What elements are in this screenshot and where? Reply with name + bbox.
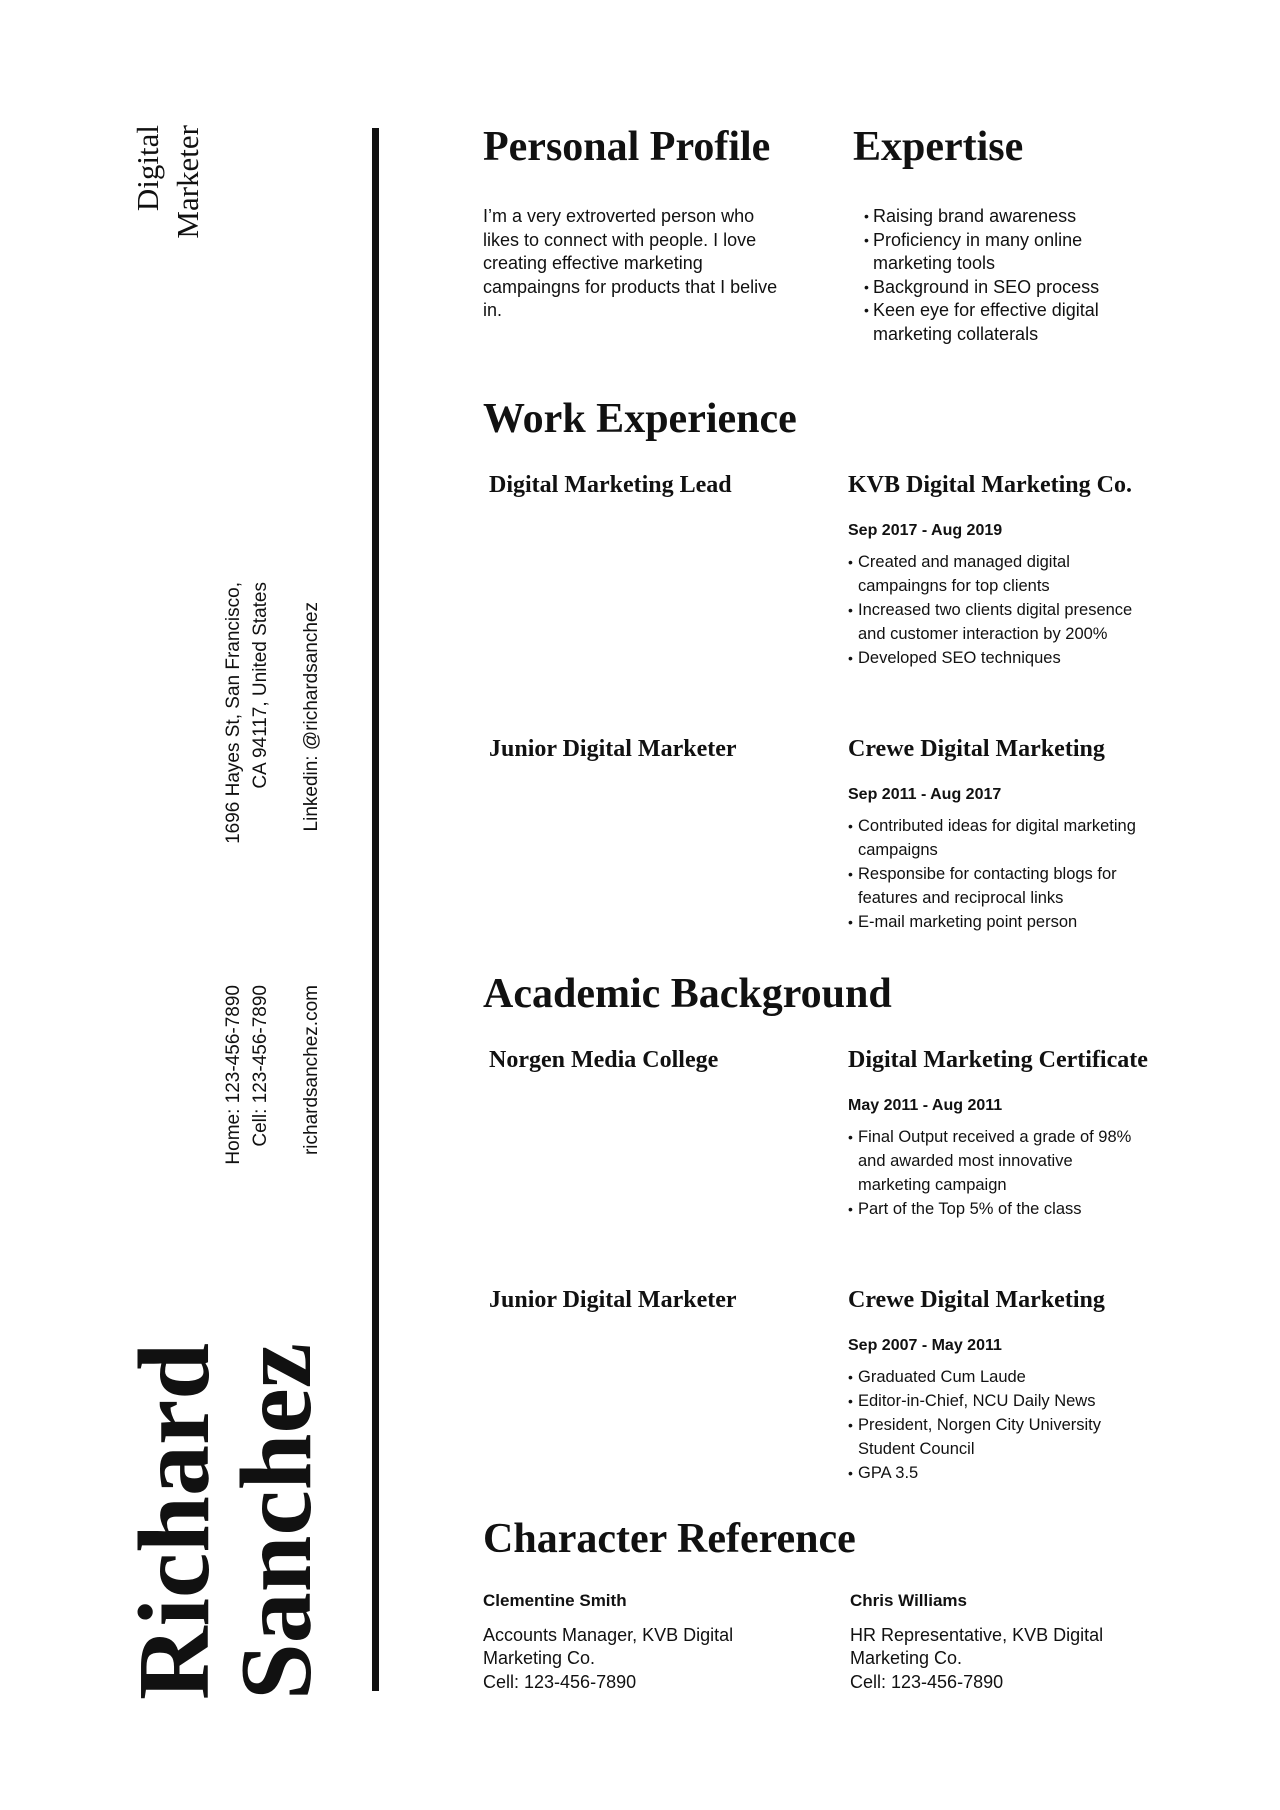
list-item: • Graduated Cum Laude bbox=[848, 1365, 1138, 1389]
job-dates: Sep 2011 - Aug 2017 bbox=[848, 786, 1002, 803]
profile-heading: Personal Profile bbox=[483, 124, 771, 170]
phone-block bbox=[220, 985, 274, 1205]
expertise-heading: Expertise bbox=[853, 124, 1024, 170]
linkedin-handle: Linkedin: @richardsanchez bbox=[301, 602, 322, 832]
address-line-2: CA 94117, United States bbox=[250, 582, 271, 789]
list-item: • Contributed ideas for digital marketing campaigns bbox=[848, 814, 1138, 862]
list-item: • Final Output received a grade of 98% and awarded most innovative marketing campaign bbox=[848, 1125, 1138, 1197]
reference-position: Accounts Manager, KVB Digital bbox=[483, 1625, 734, 1645]
list-item: • Responsibe for contacting blogs for features and reciprocal links bbox=[848, 862, 1138, 910]
address-line-1: 1696 Hayes St, San Francisco, bbox=[223, 582, 244, 844]
list-item: • Part of the Top 5% of the class bbox=[848, 1197, 1138, 1221]
address-block bbox=[220, 582, 274, 862]
credential: Crewe Digital Marketing bbox=[848, 1287, 1105, 1313]
list-item: • Proficiency in many online marketing tools bbox=[864, 229, 1154, 276]
school-name: Norgen Media College bbox=[489, 1047, 719, 1073]
list-item: • President, Norgen City University Student Council bbox=[848, 1413, 1138, 1461]
job-role: Junior Digital Marketer bbox=[489, 736, 737, 762]
job-title-line-2: Marketer bbox=[170, 125, 205, 239]
work-heading: Work Experience bbox=[483, 396, 797, 442]
job-title-line-1: Digital bbox=[130, 125, 165, 212]
credential: Digital Marketing Certificate bbox=[848, 1047, 1148, 1073]
first-name: Richard bbox=[118, 1343, 231, 1700]
list-item: • Background in SEO process bbox=[864, 276, 1154, 300]
list-item: • GPA 3.5 bbox=[848, 1461, 1138, 1485]
job-company: KVB Digital Marketing Co. bbox=[848, 472, 1132, 498]
academic-heading: Academic Background bbox=[483, 971, 892, 1017]
academic-bullets bbox=[848, 1365, 1138, 1485]
list-item: • Increased two clients digital presence and customer interaction by 200% bbox=[848, 598, 1138, 646]
vertical-divider bbox=[372, 128, 379, 1691]
reference-position: Marketing Co. bbox=[850, 1648, 963, 1668]
list-item: • Created and managed digital campaingns for top clients bbox=[848, 550, 1138, 598]
reference-cell: Cell: 123-456-7890 bbox=[483, 1672, 637, 1692]
job-bullets bbox=[848, 550, 1138, 670]
list-item: • Developed SEO techniques bbox=[848, 646, 1138, 670]
academic-bullets bbox=[848, 1125, 1138, 1221]
references-heading: Character Reference bbox=[483, 1516, 856, 1562]
academic-dates: Sep 2007 - May 2011 bbox=[848, 1337, 1002, 1354]
job-dates: Sep 2017 - Aug 2019 bbox=[848, 522, 1003, 539]
academic-dates: May 2011 - Aug 2011 bbox=[848, 1097, 1003, 1114]
last-name: Sanchez bbox=[220, 1343, 333, 1700]
profile-text: I’m a very extroverted person who likes to connect with people. I love creating effective marketing campaingns for products that I belive in. bbox=[483, 206, 778, 320]
candidate-name bbox=[118, 1300, 333, 1700]
reference-position: Marketing Co. bbox=[483, 1648, 596, 1668]
job-role: Digital Marketing Lead bbox=[489, 472, 732, 498]
reference-cell: Cell: 123-456-7890 bbox=[850, 1672, 1004, 1692]
phone-home: Home: 123-456-7890 bbox=[223, 985, 244, 1165]
reference-name: Chris Williams bbox=[850, 1591, 967, 1610]
list-item: • E-mail marketing point person bbox=[848, 910, 1138, 934]
reference-position: HR Representative, KVB Digital bbox=[850, 1625, 1104, 1645]
phone-cell: Cell: 123-456-7890 bbox=[250, 985, 271, 1147]
website: richardsanchez.com bbox=[301, 985, 322, 1156]
reference-name: Clementine Smith bbox=[483, 1591, 627, 1610]
expertise-list bbox=[864, 205, 1154, 346]
job-bullets bbox=[848, 814, 1138, 934]
job-company: Crewe Digital Marketing bbox=[848, 736, 1105, 762]
school-name: Junior Digital Marketer bbox=[489, 1287, 737, 1313]
sidebar-job-title bbox=[128, 125, 208, 265]
list-item: • Raising brand awareness bbox=[864, 205, 1154, 229]
list-item: • Keen eye for effective digital marketing collaterals bbox=[864, 299, 1154, 346]
list-item: • Editor-in-Chief, NCU Daily News bbox=[848, 1389, 1138, 1413]
